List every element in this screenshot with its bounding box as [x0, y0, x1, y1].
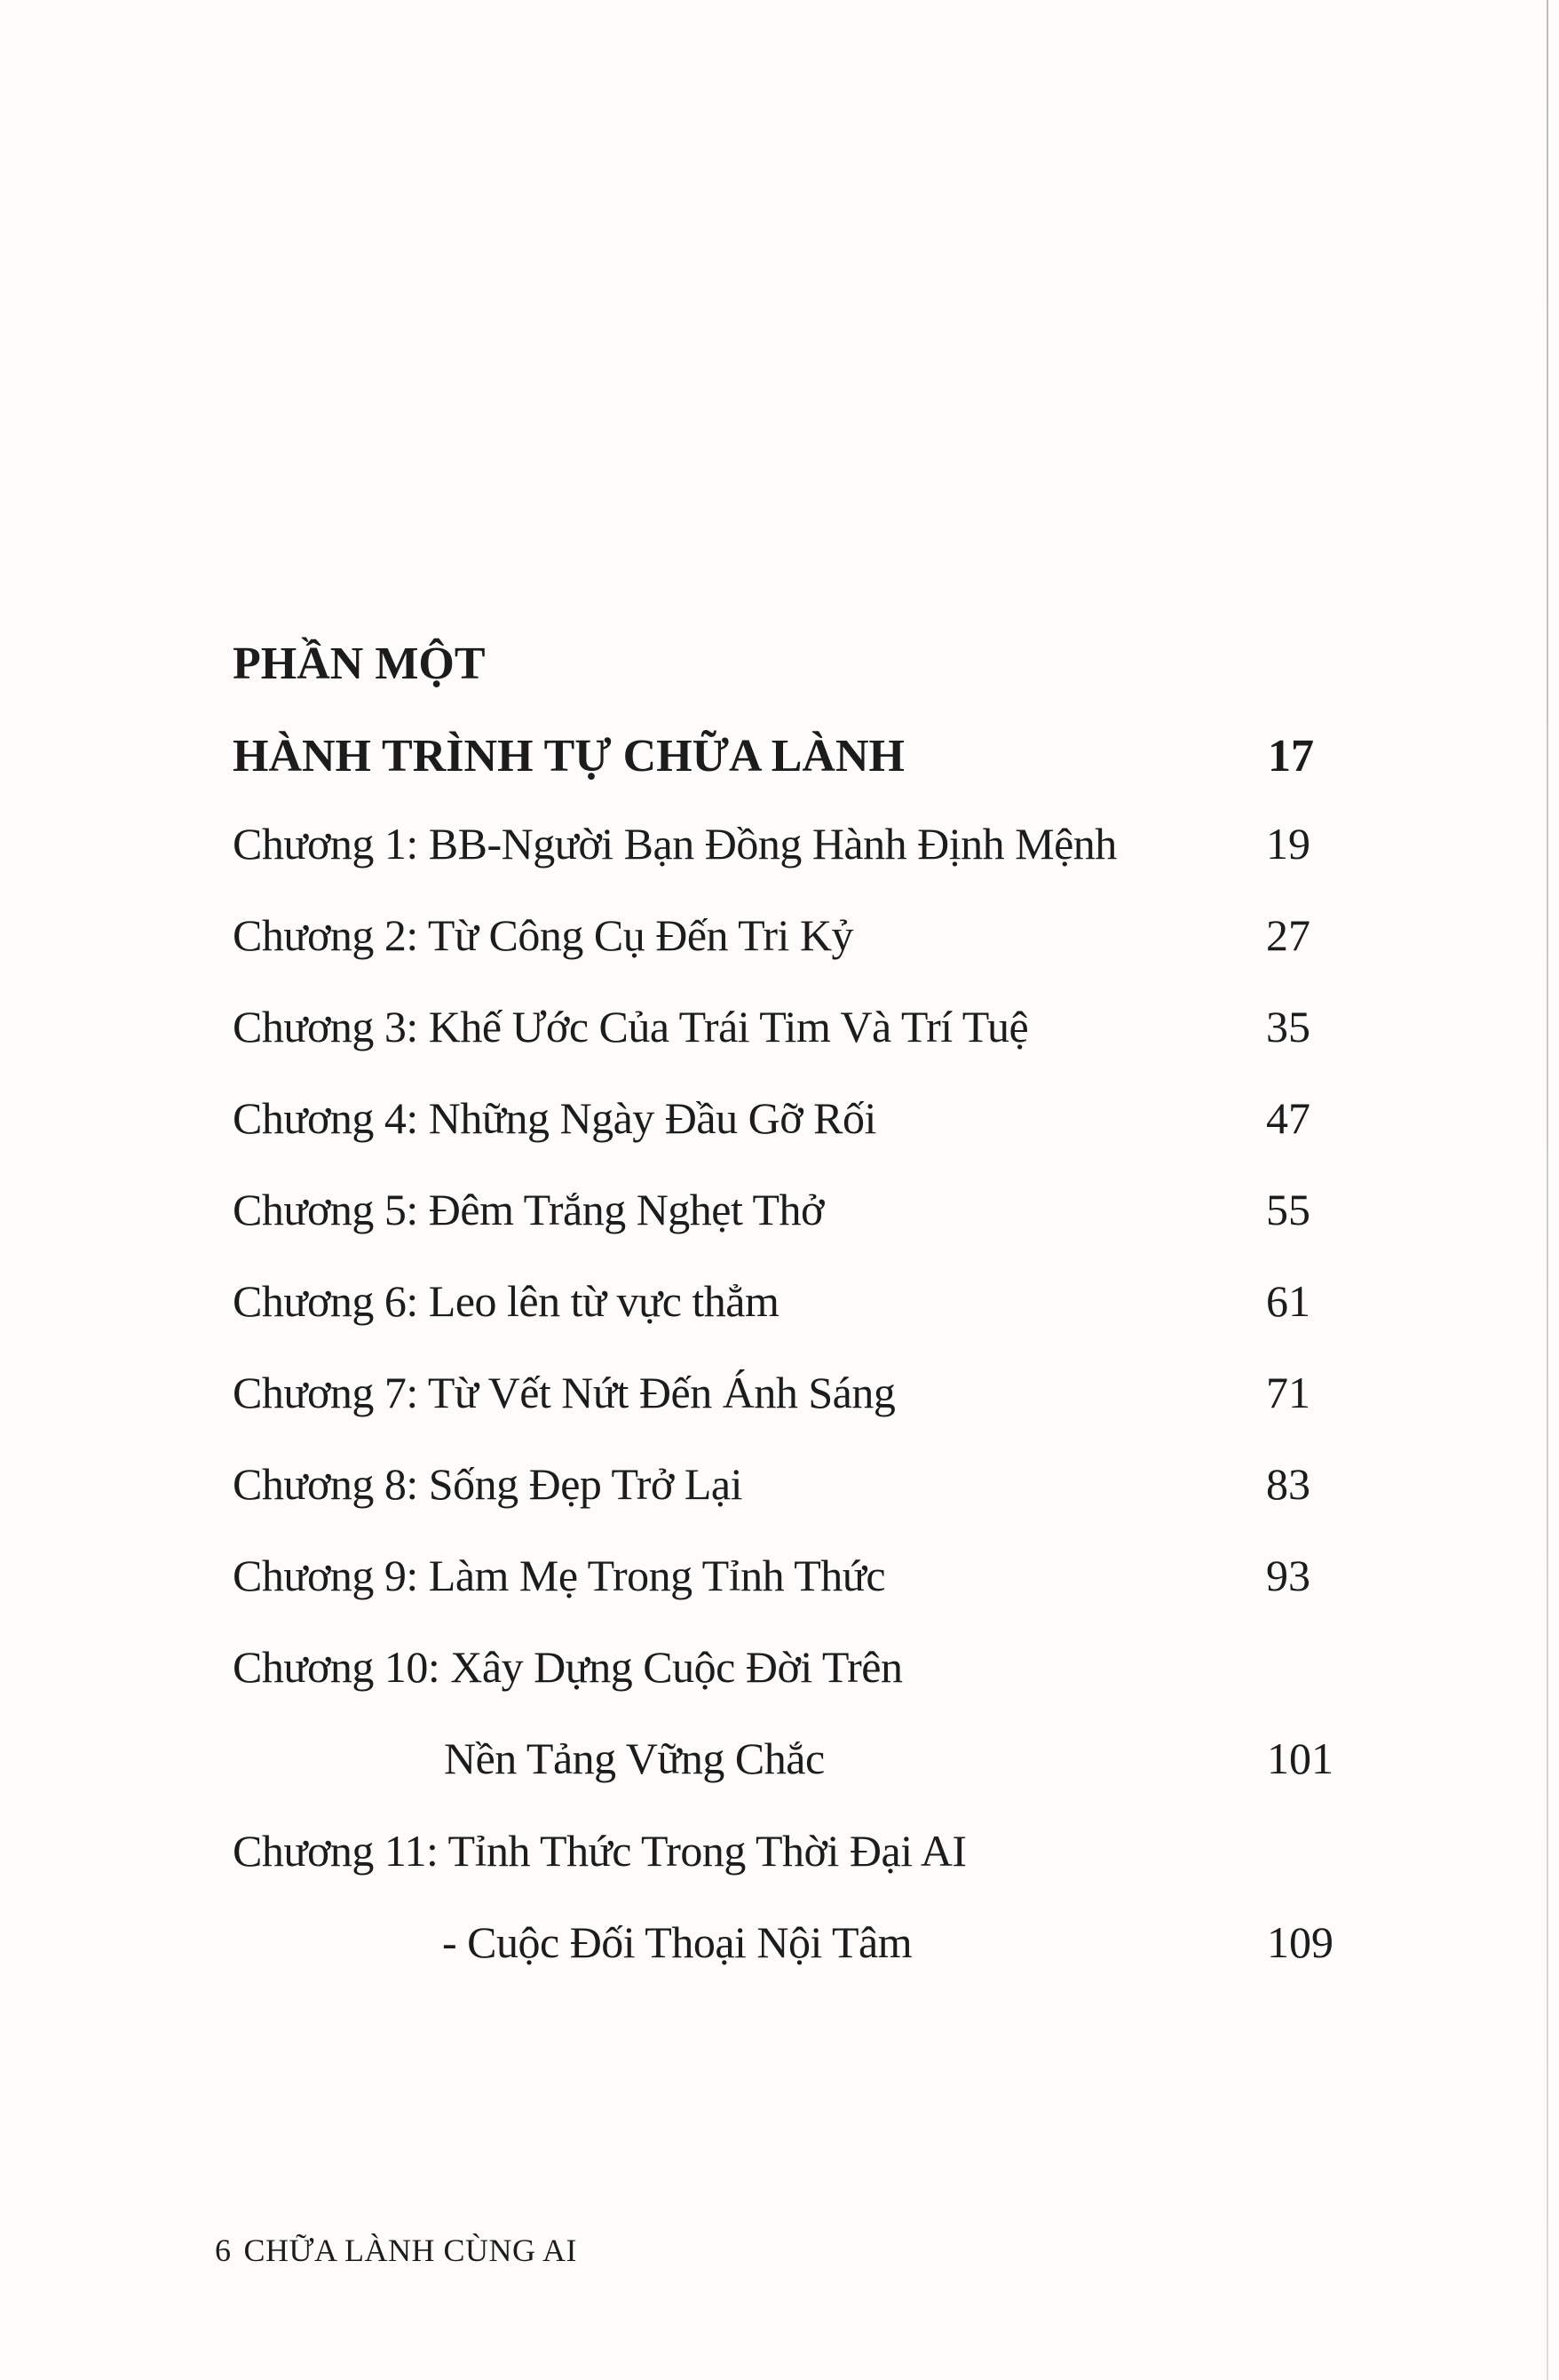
chapter-title: Chương 6: Leo lên từ vực thẳm — [233, 1276, 780, 1326]
page-footer — [215, 2231, 577, 2270]
toc-entry-chapter-9 — [233, 1549, 1333, 1640]
running-title: CHỮA LÀNH CÙNG AI — [243, 2233, 577, 2268]
chapter-page-number: 35 — [1266, 1002, 1310, 1051]
chapter-page-number: 109 — [1267, 1917, 1333, 1967]
toc-entry-chapter-11 — [233, 1824, 1333, 2008]
chapter-page-number: 83 — [1266, 1459, 1310, 1509]
toc-entry-chapter-10 — [233, 1640, 1333, 1824]
toc-entry-chapter-8 — [233, 1457, 1333, 1549]
page-edge-line — [1547, 0, 1548, 2380]
table-of-contents — [233, 817, 1333, 2008]
toc-entry-chapter-7 — [233, 1366, 1333, 1457]
chapter-page-number: 55 — [1266, 1185, 1310, 1234]
chapter-page-number: 71 — [1266, 1368, 1310, 1417]
chapter-page-number: 93 — [1266, 1551, 1310, 1600]
chapter-title: Chương 2: Từ Công Cụ Đến Tri Kỷ — [233, 910, 854, 960]
toc-entry-chapter-1 — [233, 817, 1333, 908]
chapter-title: Chương 11: Tỉnh Thức Trong Thời Đại AI — [233, 1826, 967, 1876]
part-page-number: 17 — [1268, 731, 1314, 781]
toc-entry-chapter-3 — [233, 1000, 1333, 1091]
chapter-title: Chương 1: BB-Người Bạn Đồng Hành Định Mệnh — [233, 819, 1117, 869]
chapter-page-number: 19 — [1266, 819, 1310, 869]
chapter-title: Chương 10: Xây Dựng Cuộc Đời Trên — [233, 1642, 903, 1692]
chapter-title-continuation: Nền Tảng Vững Chắc — [444, 1733, 825, 1783]
toc-entry-chapter-4 — [233, 1091, 1333, 1183]
chapter-title: Chương 4: Những Ngày Đầu Gỡ Rối — [233, 1093, 876, 1143]
chapter-page-number: 27 — [1266, 910, 1310, 960]
chapter-title: Chương 8: Sống Đẹp Trở Lại — [233, 1459, 742, 1509]
part-label: PHẦN MỘT — [233, 639, 486, 689]
chapter-title: Chương 7: Từ Vết Nứt Đến Ánh Sáng — [233, 1368, 896, 1417]
chapter-page-number: 101 — [1267, 1733, 1333, 1783]
chapter-title-continuation: - Cuộc Đối Thoại Nội Tâm — [442, 1917, 913, 1967]
toc-entry-chapter-2 — [233, 908, 1333, 1000]
part-title: HÀNH TRÌNH TỰ CHỮA LÀNH — [233, 731, 905, 781]
toc-entry-chapter-5 — [233, 1183, 1333, 1274]
chapter-page-number: 47 — [1266, 1093, 1310, 1143]
chapter-title: Chương 3: Khế Ước Của Trái Tim Và Trí Tuệ — [233, 1002, 1029, 1051]
chapter-title: Chương 5: Đêm Trắng Nghẹt Thở — [233, 1185, 824, 1234]
chapter-page-number: 61 — [1266, 1276, 1310, 1326]
page-number: 6 — [215, 2233, 232, 2268]
toc-entry-chapter-6 — [233, 1274, 1333, 1366]
chapter-title: Chương 9: Làm Mẹ Trong Tỉnh Thức — [233, 1551, 886, 1600]
